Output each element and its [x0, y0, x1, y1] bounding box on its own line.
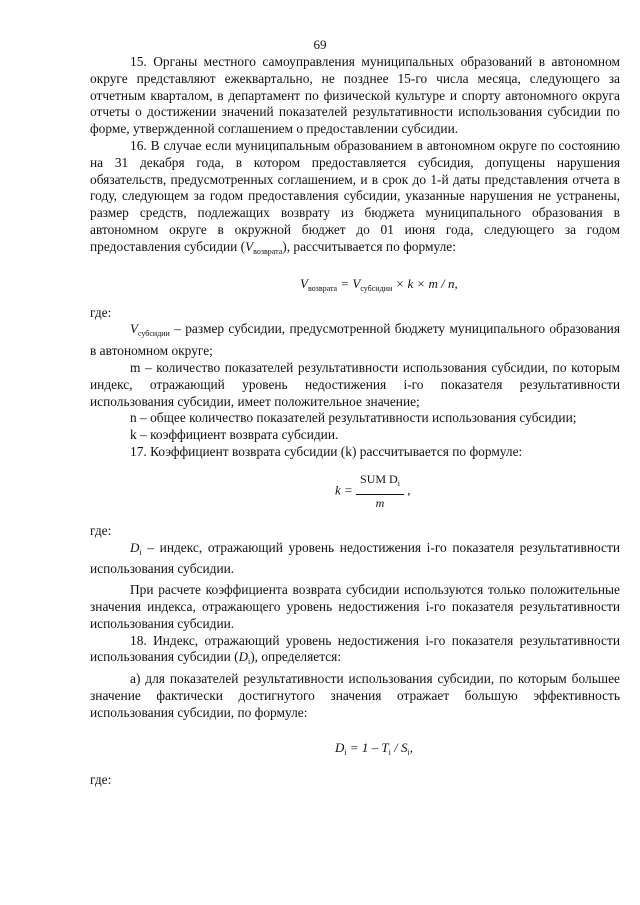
v-subsidy-symbol: $V_{субсидии}$ [130, 321, 170, 339]
fraction: $\frac{SUM D_i}{m}$ [356, 471, 404, 512]
where-label-1: где: [90, 304, 112, 320]
where-label-2: где: [90, 522, 112, 538]
v-return-symbol: $V_{возврата}$ [245, 238, 283, 256]
paragraph-15: 15. Органы местного самоуправления муниципальных образований в автономном округе представляют ежеквартально, не позднее 15-го числа месяца, следующего за отчетным кварталом, в департамент по физической культуре и спорту автономного округа отчеты о достижении значений показателей результативности использования субсидии по форме, утвержденной соглашением о предоставлении субсидии. [90, 54, 620, 137]
paragraph-18: 18. Индекс, отражающий уровень недостижения i-го показателя результативности использования субсидии $(D_i)$, определяется: [90, 632, 620, 667]
paragraph-18a: а) для показателей результативности использования субсидии, по которым большее значение фактически достигнутого значения отражает большую эффективность использования субсидии, по формуле: [90, 671, 620, 720]
paragraph-16 [90, 138, 620, 261]
paragraph-17b: При расчете коэффициента возврата субсидии используются только положительные значения индекса, отражающего уровень недостижения i-го показателя результативности использования субсидии. [90, 582, 620, 631]
page-number: 69 [313, 37, 327, 52]
d-symbol: $D_i$ [130, 539, 142, 557]
definition-k: k – коэффициент возврата субсидии. [130, 427, 339, 443]
definition-d: $D_i$ – индекс, отражающий уровень недостижения i-го показателя результативности использования субсидии. [90, 539, 620, 577]
where-label-3: где: [90, 771, 112, 787]
formula-d: $D_i = 1 - T_i / S_i$, [335, 739, 413, 757]
definition-v-subsidy: $V_{субсидии}$ – размер субсидии, предусмотренной бюджету муниципального образования в автономном округе; [90, 321, 620, 359]
definition-n: n – общее количество показателей результативности использования субсидии; [130, 410, 577, 426]
paragraph-16-tail: ), рассчитывается по формуле: [282, 238, 456, 254]
paragraph-16-text: 16. В случае если муниципальным образованием в автономном округе по состоянию на 31 декабря года, в котором предоставляется субсидия, допущены нарушения обязательств, предусмотренных соглашением, и в срок до 1-й даты представления отчета в году, следующем за годом предоставления субсидии, указанные нарушения не устранены, размер средств, подлежащих возврату из бюджета муниципального образования в автономном округе в окружной бюджет до 01 июня года, следующего за годом предоставления субсидии ( [90, 137, 620, 254]
document-body [90, 54, 620, 788]
paragraph-17: 17. Коэффициент возврата субсидии (k) рассчитывается по формуле: [130, 443, 523, 459]
definition-m: m – количество показателей результативности использования субсидии, по которым индекс, отражающий уровень недостижения i-го показателя результативности использования субсидии, имеет положительное значение; [90, 359, 620, 409]
formula-k: k = $\frac{SUM D_i}{m}$ , [335, 471, 411, 510]
d-symbol-inline: $D_i$ [238, 649, 251, 667]
formula-v-return: $V_{возврата} = V_{субсидии} \times k \times m / n$, [300, 275, 458, 293]
